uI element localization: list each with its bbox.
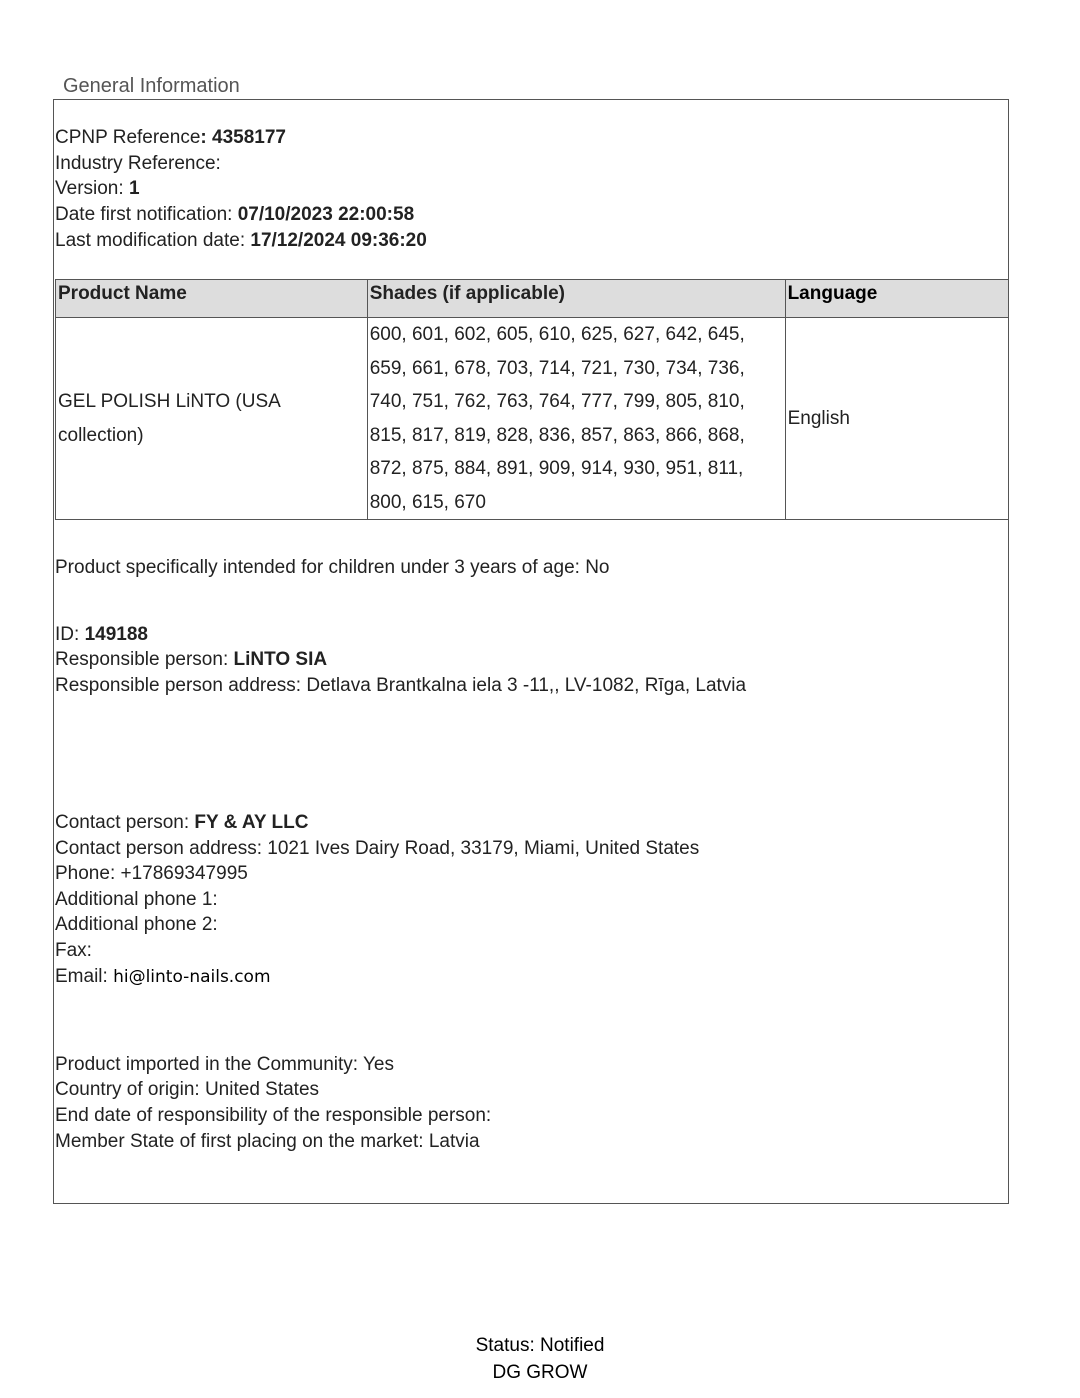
responsible-person bbox=[55, 650, 327, 669]
header-shades: Shades (if applicable) bbox=[367, 280, 785, 318]
language-cell: English bbox=[785, 318, 1008, 520]
responsible-person-label: Responsible person: bbox=[55, 649, 234, 670]
header-language: Language bbox=[785, 280, 1008, 318]
cpnp-reference bbox=[55, 128, 286, 147]
responsible-id bbox=[55, 625, 148, 644]
cpnp-value: : 4358177 bbox=[200, 127, 286, 148]
dg-grow: DG GROW bbox=[492, 1362, 588, 1383]
country-of-origin: Country of origin: United States bbox=[55, 1079, 320, 1100]
id-value: 149188 bbox=[84, 624, 148, 645]
version-label: Version: bbox=[55, 178, 129, 199]
product-name-cell bbox=[56, 318, 368, 520]
email bbox=[55, 967, 271, 986]
responsible-address: Responsible person address: Detlava Brantkalna iela 3 -11,, LV-1082, Rīga, Latvia bbox=[55, 675, 747, 696]
children-intended: Product specifically intended for children under 3 years of age: No bbox=[55, 557, 610, 578]
end-date-responsibility: End date of responsibility of the responsible person: bbox=[55, 1105, 492, 1126]
responsible-person-value: LiNTO SIA bbox=[233, 649, 328, 670]
last-modification-value: 17/12/2024 09:36:20 bbox=[250, 230, 427, 251]
contact-person-label: Contact person: bbox=[55, 812, 195, 833]
fax: Fax: bbox=[55, 940, 92, 961]
first-notification-value: 07/10/2023 22:00:58 bbox=[237, 204, 415, 225]
contact-person-value: FY & AY LLC bbox=[194, 812, 309, 833]
header-product-name: Product Name bbox=[56, 280, 368, 318]
additional-phone-2: Additional phone 2: bbox=[55, 914, 218, 935]
id-label: ID: bbox=[55, 624, 85, 645]
email-link[interactable]: hi@linto-nails.com bbox=[113, 967, 271, 987]
table-header-row bbox=[56, 280, 1009, 318]
last-modification-date bbox=[55, 231, 427, 250]
product-name: GEL POLISH LiNTO (USA collection) bbox=[58, 391, 280, 446]
contact-address: Contact person address: 1021 Ives Dairy Road, 33179, Miami, United States bbox=[55, 838, 700, 859]
additional-phone-1: Additional phone 1: bbox=[55, 889, 218, 910]
last-modification-label: Last modification date: bbox=[55, 230, 251, 251]
first-notification-label: Date first notification: bbox=[55, 204, 238, 225]
general-information-panel bbox=[53, 99, 1009, 1204]
version-value: 1 bbox=[128, 178, 140, 199]
imported-in-community: Product imported in the Community: Yes bbox=[55, 1054, 395, 1075]
industry-reference: Industry Reference: bbox=[55, 153, 221, 174]
section-title: General Information bbox=[63, 75, 240, 97]
email-label: Email: bbox=[55, 966, 114, 987]
cpnp-label: CPNP Reference bbox=[55, 127, 201, 148]
status-notified: Status: Notified bbox=[475, 1335, 605, 1356]
products-table bbox=[55, 279, 1009, 520]
member-state-first-placing: Member State of first placing on the market: Latvia bbox=[55, 1131, 480, 1152]
contact-person bbox=[55, 813, 308, 832]
first-notification-date bbox=[55, 205, 414, 224]
contact-phone: Phone: +17869347995 bbox=[55, 863, 248, 884]
table-row bbox=[56, 318, 1009, 520]
shades-cell bbox=[367, 318, 785, 520]
version bbox=[55, 179, 140, 198]
shades-list: 600, 601, 602, 605, 610, 625, 627, 642, 645, 659, 661, 678, 703, 714, 721, 730, 734, 736, 740, 751, 762, 763, 764, 777, 799, 805, 810, 815, 817, 819, 828, 836, 857, 863, 866, 868, 872, 875, 884, 891, 909, 914, 930, 951, 811, 800, 615, 670 bbox=[369, 324, 745, 513]
